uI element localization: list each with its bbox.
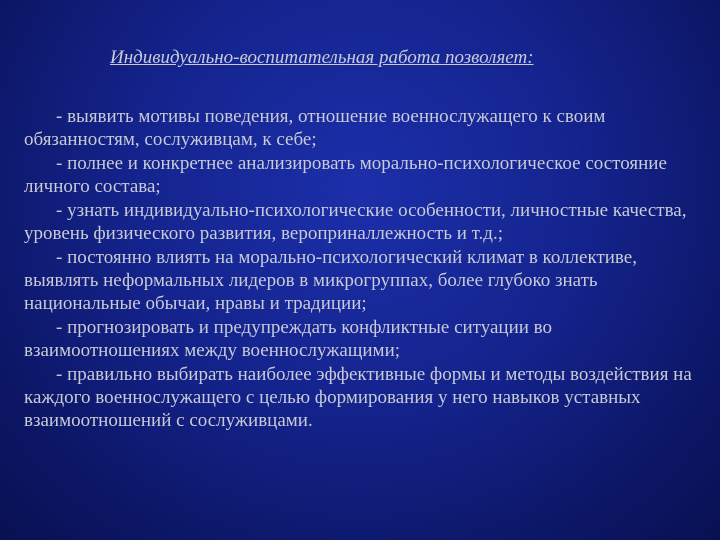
slide-title: Индивидуально-воспитательная работа позволяет: [110,47,534,68]
list-item-1: - выявить мотивы поведения, отношение военнослужащего к своим обязанностям, сослуживцам, к себе; [24,106,606,150]
slide-body [24,105,694,433]
list-item-6: - правильно выбирать наиболее эффективные формы и методы воздействия на каждого военнослужащего с целью формирования у него навыков уставных взаимоотношений с сослуживцами. [24,364,692,431]
list-item-5: - прогнозировать и предупреждать конфликтные ситуации во взаимоотношениях между военнослужащими; [24,317,553,361]
list-item-2: - полнее и конкретнее анализировать морально-психологическое состояние личного состава; [24,153,667,197]
list-item-4: - постоянно влиять на морально-психологический климат в коллективе, выявлять неформальных лидеров в микрогруппах, более глубоко знать национальные обычаи, нравы и традиции; [24,247,637,314]
list-item-3: - узнать индивидуально-психологические особенности, личностные качества, уровень физического развития, вероприналлежность и т.д.; [24,200,687,244]
